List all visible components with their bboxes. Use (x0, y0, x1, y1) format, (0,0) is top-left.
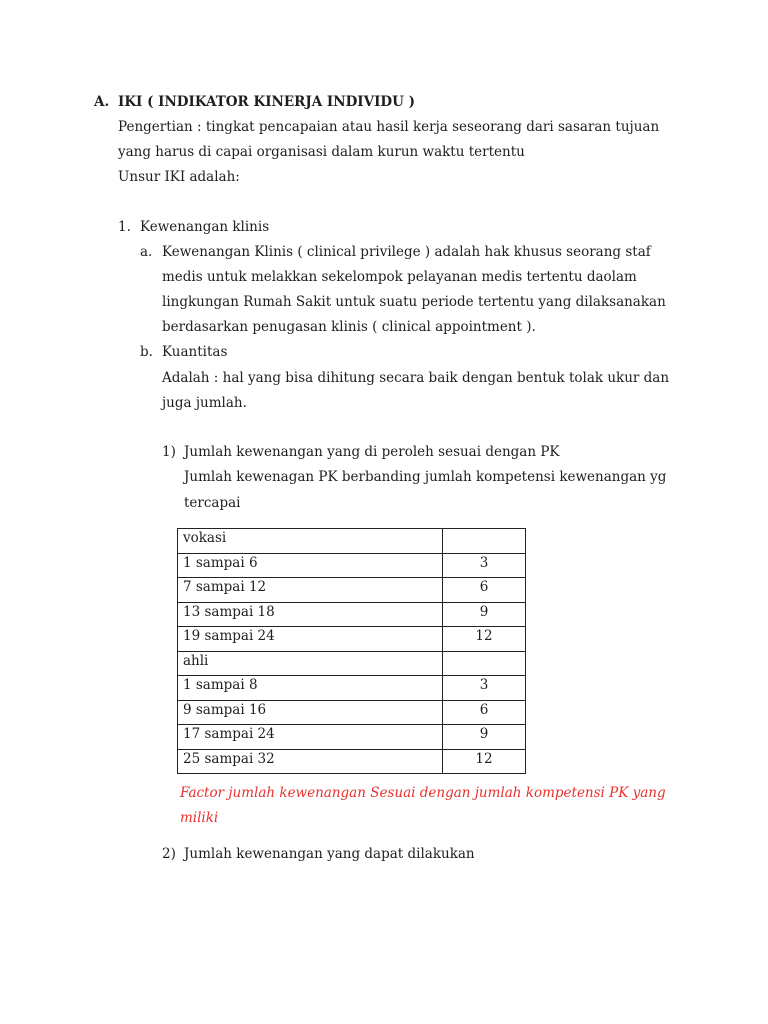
section-letter: A. (94, 94, 110, 110)
score-cell: 12 (443, 627, 526, 652)
score-cell (443, 651, 526, 676)
range-cell: 17 sampai 24 (178, 725, 443, 750)
point-2-title: Jumlah kewenangan yang dapat dilakukan (184, 846, 475, 862)
range-cell: 19 sampai 24 (178, 627, 443, 652)
item-1-title: Kewenangan klinis (140, 219, 270, 235)
table-row (178, 578, 526, 603)
range-cell: 9 sampai 16 (178, 700, 443, 725)
score-cell: 9 (443, 602, 526, 627)
range-cell: vokasi (178, 529, 443, 554)
item-1-number: 1. (118, 219, 131, 235)
range-cell: 7 sampai 12 (178, 578, 443, 603)
table-row (178, 700, 526, 725)
range-cell: ahli (178, 651, 443, 676)
sub-a-letter: a. (140, 244, 153, 260)
sub-a-line-4: berdasarkan penugasan klinis ( clinical appointment ). (162, 319, 536, 335)
point-1-line-2: tercapai (184, 495, 241, 511)
note-line-2: miliki (180, 810, 219, 826)
sub-b-title: Kuantitas (162, 344, 228, 360)
section-title: IKI ( INDIKATOR KINERJA INDIVIDU ) (118, 94, 415, 110)
score-cell: 6 (443, 700, 526, 725)
sub-a-line-1: Kewenangan Klinis ( clinical privilege ) adalah hak khusus seorang staf (162, 244, 651, 260)
score-cell: 3 (443, 676, 526, 701)
score-cell: 6 (443, 578, 526, 603)
score-cell (443, 529, 526, 554)
table-row (178, 725, 526, 750)
range-cell: 13 sampai 18 (178, 602, 443, 627)
elements-intro: Unsur IKI adalah: (118, 169, 240, 185)
table-row (178, 602, 526, 627)
table-row (178, 676, 526, 701)
point-1-number: 1) (162, 444, 176, 460)
definition-line-2: yang harus di capai organisasi dalam kurun waktu tertentu (118, 144, 525, 160)
table-row (178, 553, 526, 578)
sub-a-line-3: lingkungan Rumah Sakit untuk suatu periode tertentu yang dilaksanakan (162, 294, 666, 310)
range-cell: 1 sampai 8 (178, 676, 443, 701)
sub-a-line-2: medis untuk melakkan sekelompok pelayanan medis tertentu daolam (162, 269, 637, 285)
sub-b-line-2: juga jumlah. (162, 395, 247, 411)
definition-line-1: Pengertian : tingkat pencapaian atau hasil kerja seseorang dari sasaran tujuan (118, 119, 660, 135)
kewenangan-score-table (177, 528, 526, 774)
table-row (178, 529, 526, 554)
score-cell: 12 (443, 749, 526, 774)
note-line-1: Factor jumlah kewenangan Sesuai dengan jumlah kompetensi PK yang (180, 785, 666, 801)
sub-b-letter: b. (140, 344, 153, 360)
point-2-number: 2) (162, 846, 176, 862)
point-1-title: Jumlah kewenangan yang di peroleh sesuai dengan PK (184, 444, 560, 460)
range-cell: 1 sampai 6 (178, 553, 443, 578)
point-1-line-1: Jumlah kewenagan PK berbanding jumlah kompetensi kewenangan yg (184, 469, 667, 485)
table-row (178, 627, 526, 652)
range-cell: 25 sampai 32 (178, 749, 443, 774)
table-row (178, 651, 526, 676)
score-cell: 3 (443, 553, 526, 578)
sub-b-line-1: Adalah : hal yang bisa dihitung secara baik dengan bentuk tolak ukur dan (162, 370, 670, 386)
table-row (178, 749, 526, 774)
score-cell: 9 (443, 725, 526, 750)
